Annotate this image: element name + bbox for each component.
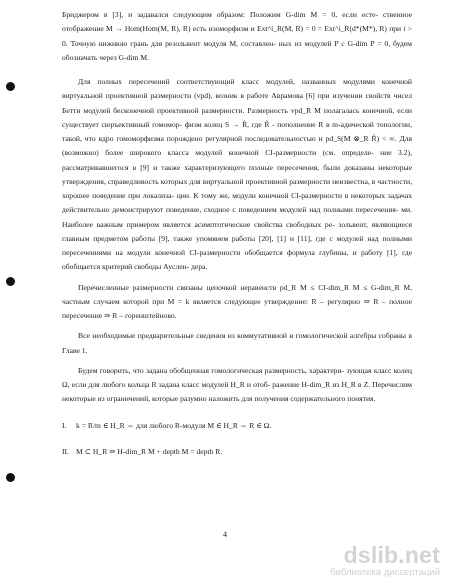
condition-label: II.: [62, 446, 69, 456]
binder-hole-top: [6, 82, 15, 91]
text-line: ражение H-dim_R из H_R в Z. Перечислим некоторые из ограничений, которые разумно: [62, 380, 412, 404]
paragraph: [62, 75, 412, 275]
text-line: дера.: [191, 262, 208, 272]
text-line: Размерность vpd_R M полагалась конечной, если существует сюръективный гомомор-: [62, 105, 412, 129]
text-line: алгебры собраны в Главе 1.: [62, 331, 412, 355]
paragraph: [62, 329, 412, 358]
text-line: демонстрируют поведение, сходное с поведением модулей над полными пересечения-: [112, 205, 399, 215]
text-line: были доказаны некоторые утверждения, справедливость которых для виртуальной: [62, 162, 412, 186]
text-line: Ext^i_R(d*(M*), R) при i > 0. Точную нижнюю грань для резольвент модуля M, составлен-: [62, 24, 412, 48]
numbered-condition: [62, 419, 412, 433]
watermark: [294, 542, 444, 578]
text-line: Перечисленные размерности связаны цепочкой неравенств pd_R M ≤ CI-dim_R M ≤: [78, 282, 368, 292]
condition-text: k = R/m ∈ H_R ⇔ для любого R-модуля M ∈ H_R ⇔ R ∈ Ω.: [76, 420, 272, 430]
watermark-logo: dslib.net: [343, 542, 440, 568]
text-line: конечной виртуальной проективной размерности (vpd), возник в работе Аврамова [6]: [62, 77, 412, 101]
text-line: ных из модулей P с G-dim P = 0, будем обозначать через G-dim M.: [62, 38, 412, 62]
text-line: проективной размерности неизвестна, в частности, хорошее поведение при локализа-: [62, 176, 412, 200]
paragraph: [62, 364, 412, 407]
body-text: [62, 8, 412, 459]
text-line: зольвент, являющиеся главным предметом работы [9], также упомянем работы [20], [1]: [62, 219, 412, 243]
text-line: ми. Наиболее важным примером является асимптотические свойства свободных ре-: [62, 205, 412, 229]
text-line: обобщается формула глубины, и работу [1], где обобщается критерий свободы Ауслен-: [62, 248, 412, 272]
condition-label: I.: [62, 420, 67, 430]
binder-hole-middle: [6, 277, 15, 286]
text-line: при изучении свойств чисел Бетти модулей бесконечной проективной размерности.: [62, 91, 413, 115]
text-line: и [11], где с модулей над полными пересечениями на модули конечной CI-размерности: [62, 233, 412, 257]
text-line: Бриджером в [3], и задавался следующим образом: Положим G-dim M = 0, если есте-: [62, 10, 379, 19]
paragraph: [62, 281, 412, 324]
text-line: наложить для получения содержательного понятия.: [208, 394, 376, 404]
text-line: G-dim_R M, частным случаем которой при M = k является следующее утверждение:: [62, 282, 412, 306]
text-line: физм колец S → R̂, где R̂ - пополнение R в m-адической топологии, такой, что ядро: [62, 119, 412, 143]
condition-text: M ⊂ H_R ⇒ H-dim_R M + depth M = depth R.: [76, 446, 223, 456]
text-line: ственное отображение M → Hom(Hom(M, R), R) есть изоморфизм и Ext^i_R(M, R) = 0 =: [62, 10, 412, 34]
text-line: Для полных пересечений соответствующий класс модулей, названных модулями: [78, 77, 375, 86]
binder-hole-bottom: [6, 473, 15, 482]
page-number: 4: [223, 530, 227, 539]
text-line: Все необходимые предварительные сведения из коммутативной и гомологической: [78, 331, 348, 341]
text-line: гомоморфизма порождено регулярной последовательностью и pd_S(M ⊗_R R̂) < ∞. Для: [116, 134, 412, 143]
paragraph: [62, 8, 412, 65]
text-line: ции. К тому же, модули конечной CI-размерности в некоторых задачах действительно: [62, 191, 412, 215]
text-line: (возможно) более широкого класса модулей конечной CI-размерности (см. определе-: [62, 148, 374, 158]
text-line: Будем говорить, что задана обобщенная гомологическая размерность, характери-: [78, 365, 345, 375]
watermark-subtitle: библиотека диссертаций: [330, 567, 440, 578]
text-line: ние 3.2), рассматривавшегося в [9] и также характеризующего полные пересечения,: [62, 148, 412, 172]
text-line: зующая класс колец Ω, если для любого кольца R задана класс модулей H_R и отоб-: [62, 365, 412, 389]
numbered-condition: [62, 445, 412, 459]
text-line: R – регулярно ⇒ R – полное пересечение ⇒ R – горенштейново.: [62, 296, 412, 320]
